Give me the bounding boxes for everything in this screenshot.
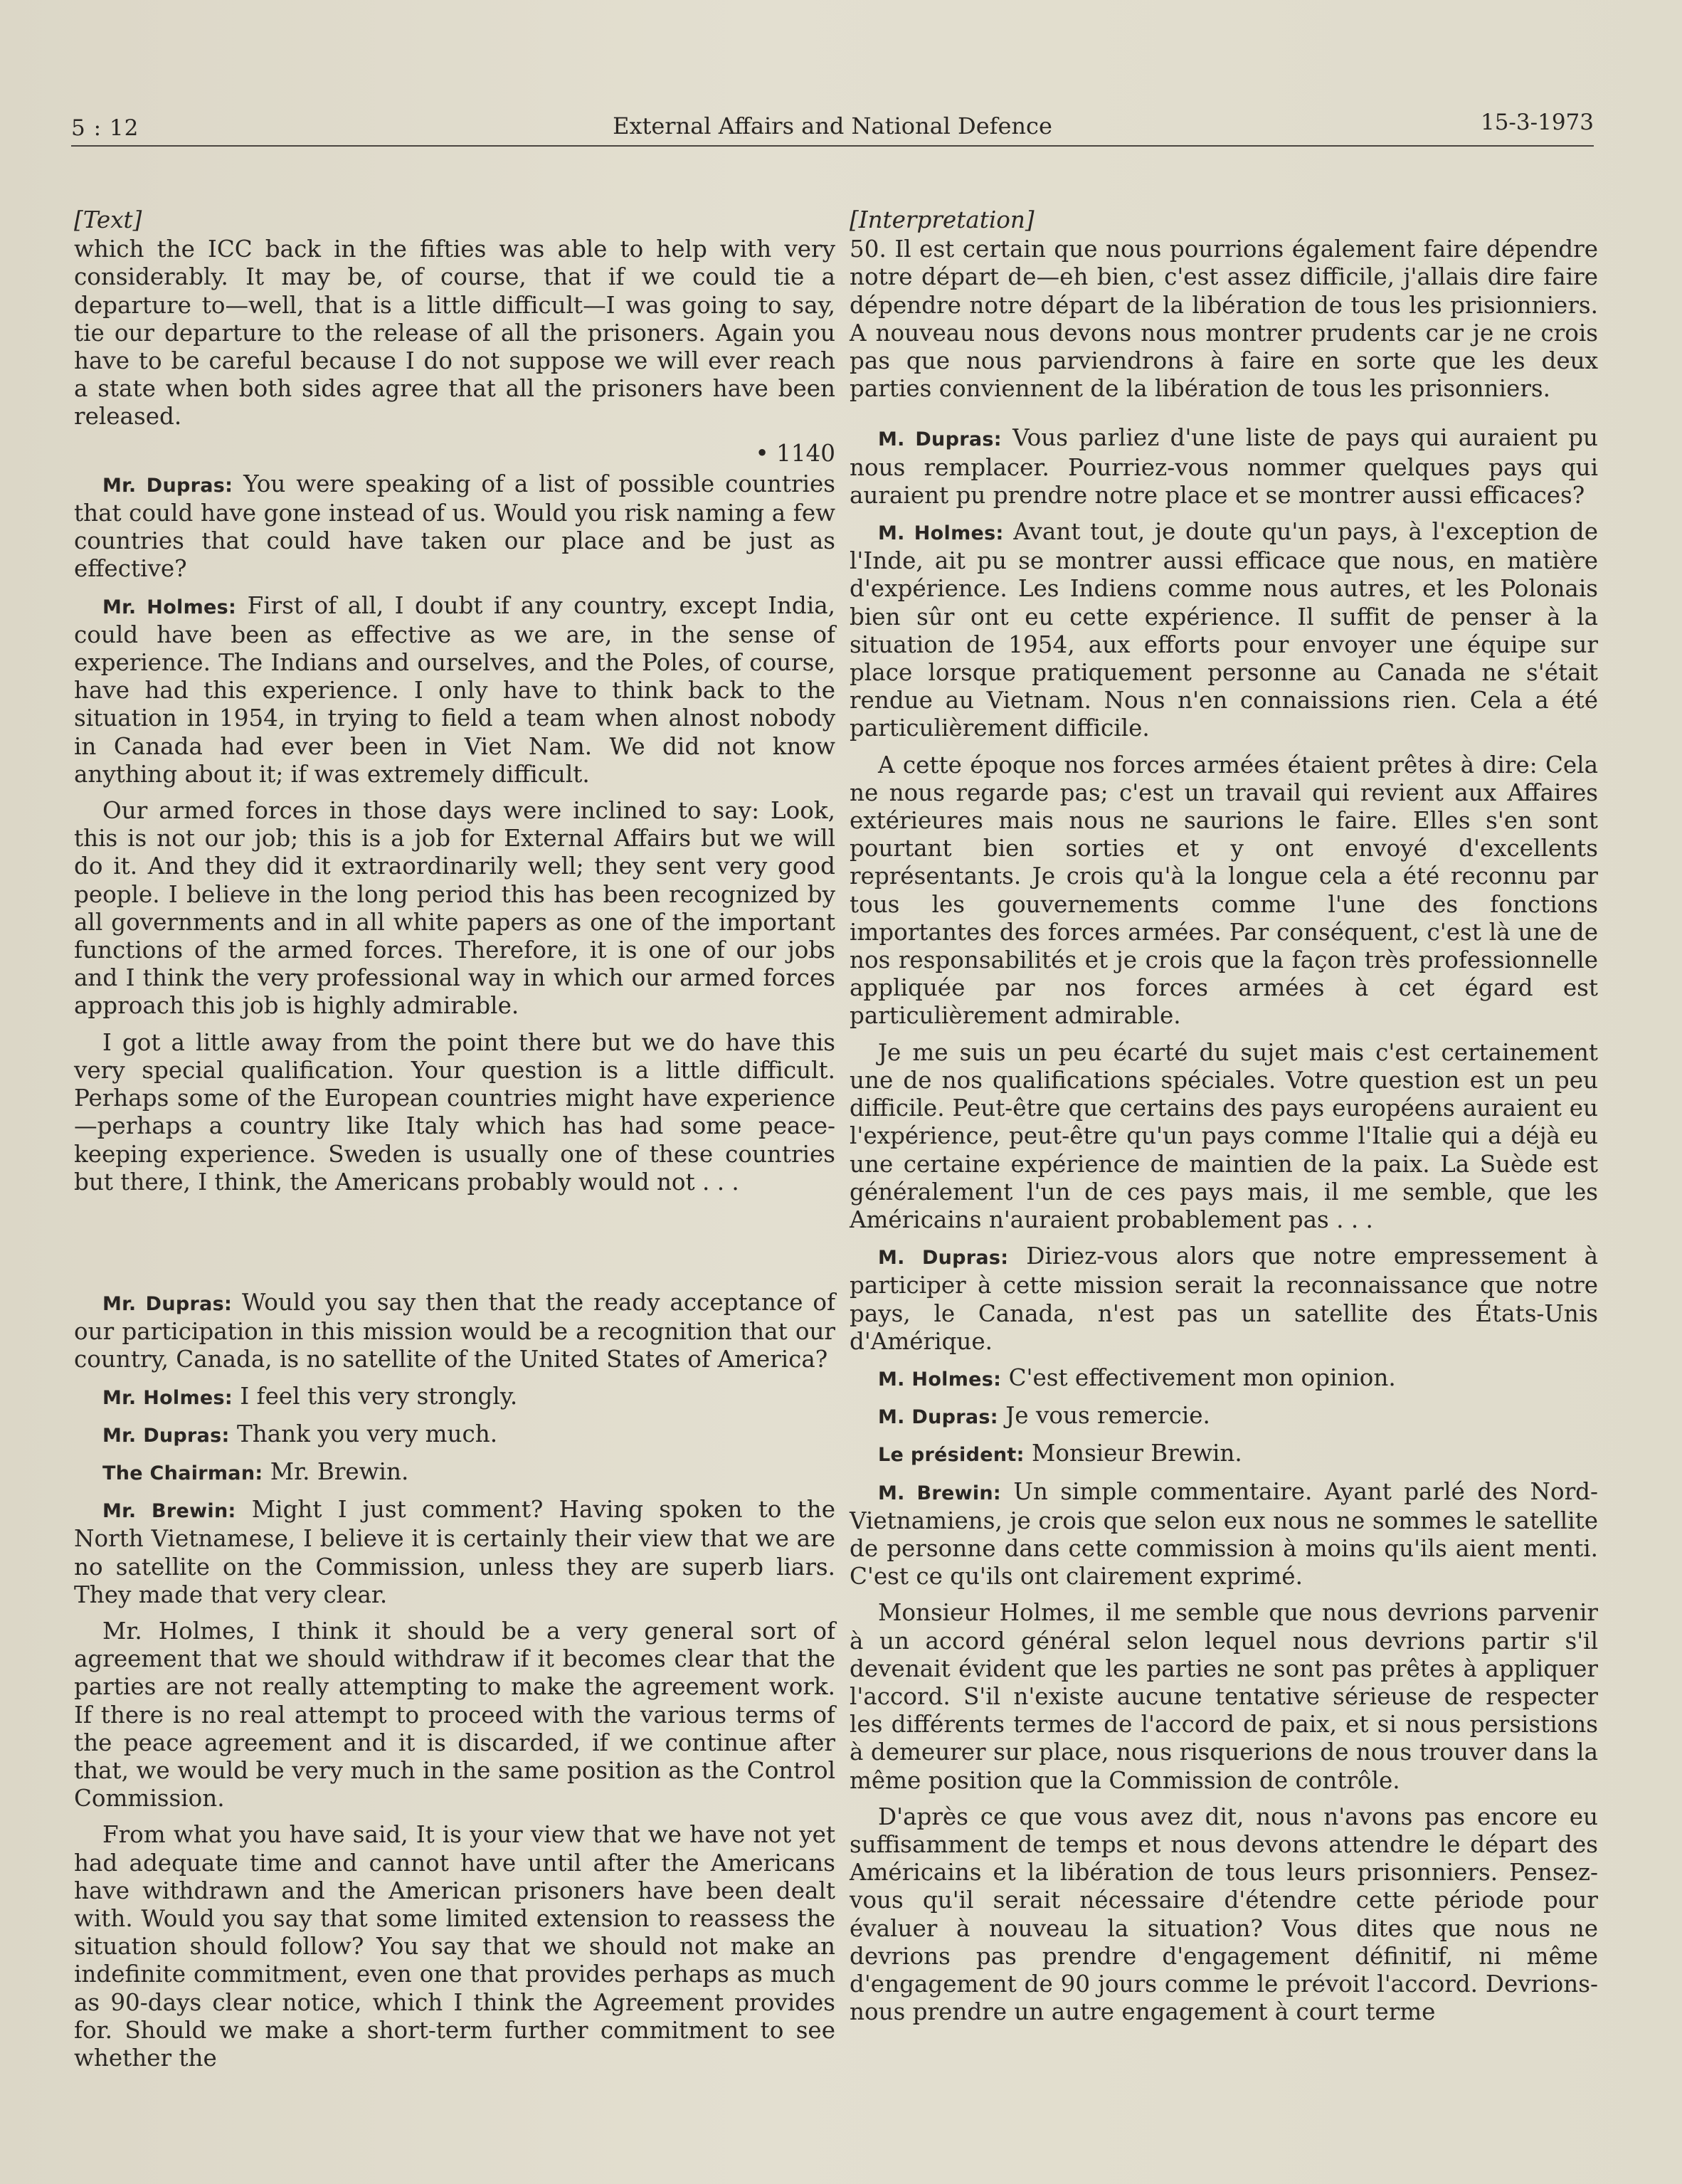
speech-brewin	[74, 1496, 835, 1609]
paragraph: Our armed forces in those days were inclined to say: Look, this is not our job; this is a job for External Affairs but we will do it. And they did it extraordinarily well; they sent very good people. I believe in the long period this has been recognized by all governments and in all white papers as one of the important functions of the armed forces. Therefore, it is one of our jobs and I think the very professional way in which our armed forces approach this job is highly admirable.	[74, 797, 835, 1020]
interpretation-tag: [Interpretation]	[850, 206, 1035, 233]
page-date: 15-3-1973	[1480, 110, 1594, 135]
english-column	[74, 206, 835, 2081]
speech-text: Un simple commentaire. Ayant parlé des Nord-Vietnamiens, je crois que selon eux nous ne sommes le satellite de personne dans cette commission à moins qu'ils aient menti. C'est ce qu'ils ont clairement exprimé.	[850, 1477, 1599, 1590]
speech-text: Je vous remercie.	[998, 1402, 1210, 1430]
speaker-name: M. Holmes:	[878, 1368, 1002, 1391]
paragraph: Mr. Holmes, I think it should be a very general sort of agreement that we should withdraw if it becomes clear that the parties are not really attempting to make the agreement work. If there is no real attempt to proceed with the various terms of the peace agreement and it is discarded, if we continue after that, we would be very much in the same position as the Control Commission.	[74, 1617, 835, 1813]
speaker-name: Mr. Brewin:	[102, 1500, 236, 1523]
speech-text: Avant tout, je doute qu'un pays, à l'exception de l'Inde, ait pu se montrer aussi efficace que nous, en matière d'expérience. Les Indiens comme nous autres, et les Polonais bien sûr ont eu cette expérience. Il suffit de penser à la situation de 1954, aux efforts pour envoyer une équipe sur place lorsque pratiquement personne au Canada ne s'était rendue au Vietnam. Nous n'en connaissions rien. Cela a été particulièrement difficile.	[850, 518, 1598, 742]
speech-chairman	[850, 1440, 1598, 1469]
speech-text: Might I just comment? Having spoken to the North Vietnamese, I believe it is certainly their view that we are no satellite on the Commission, unless they are superb liars. They made that very clear.	[74, 1496, 835, 1608]
speech-text: First of all, I doubt if any country, except India, could have been as effective as we are, in the sense of experience. The Indians and ourselves, and the Poles, of course, have had this experience. I only have to think back to the situation in 1954, in trying to field a team when alnost nobody in Canada had ever been in Viet Nam. We did not know anything about it; if was extremely difficult.	[74, 591, 835, 788]
page-header	[71, 100, 1594, 147]
spacer	[850, 411, 1598, 424]
speech-chairman	[74, 1458, 835, 1487]
speech-dupras-2	[74, 1289, 835, 1374]
speech-text: I feel this very strongly.	[233, 1382, 518, 1410]
page-title: External Affairs and National Defence	[613, 112, 1052, 139]
paragraph: 50. Il est certain que nous pourrions également faire dépendre notre départ de—eh bien, c'est assez difficile, j'allais dire faire dépendre notre départ de la libération de tous les prisionniers. A nouveau nous devons nous montrer prudents car je ne crois pas que nous parviendrons à faire en sorte que les deux parties conviennent de la libération de tous les prisonniers.	[850, 236, 1598, 403]
speaker-name: Mr. Dupras:	[102, 1292, 233, 1315]
spacer	[74, 1205, 835, 1289]
french-column	[850, 206, 1598, 2035]
speech-text: You were speaking of a list of possible countries that could have gone instead of us. Would you risk naming a few countries that could have taken our place and be just as effective?	[74, 470, 835, 583]
speech-holmes-2	[74, 1383, 835, 1412]
paragraph: From what you have said, It is your view that we have not yet had adequate time and cannot have until after the Americans have withdrawn and the American prisoners have been dealt with. Would you say that some limited extension to reassess the situation should follow? You say that we should not make an indefinite commitment, even one that provides perhaps as much as 90-days clear notice, which I think the Agreement provides for. Should we make a short-term further commitment to see whether the	[74, 1821, 835, 2072]
speech-holmes-1	[850, 518, 1598, 743]
speech-text: Monsieur Brewin.	[1024, 1440, 1242, 1467]
speech-holmes-1	[74, 592, 835, 788]
speech-dupras-3	[74, 1420, 835, 1450]
speaker-name: Mr. Dupras:	[102, 474, 233, 497]
paragraph: D'après ce que vous avez dit, nous n'avons pas encore eu suffisamment de temps et nous devons attendre le départ des Américains et la libération de tous leurs prisonniers. Pensez-vous qu'il serait nécessaire d'étendre cette période pour évaluer à nouveau la situation? Vous dites que nous ne devrions pas prendre d'engagement définitif, ni même d'engagement de 90 jours comme le prévoit l'accord. Devrions-nous prendre un autre engagement à court terme	[850, 1803, 1598, 2026]
speaker-name: M. Brewin:	[878, 1482, 1002, 1504]
speaker-name: M. Dupras:	[878, 428, 1002, 451]
speaker-name: The Chairman:	[102, 1462, 263, 1484]
speech-text: Vous parliez d'une liste de pays qui auraient pu nous remplacer. Pourriez-vous nommer quelques pays qui auraient pu prendre notre place et se montrer aussi efficaces?	[850, 424, 1599, 509]
speech-text: Would you say then that the ready acceptance of our participation in this mission would be a recognition that our country, Canada, is no satellite of the United States of America?	[74, 1288, 835, 1373]
speech-dupras-1	[74, 470, 835, 584]
speech-holmes-2	[850, 1364, 1598, 1393]
speaker-name: Mr. Dupras:	[102, 1424, 230, 1447]
speech-dupras-3	[850, 1402, 1598, 1431]
paragraph: Monsieur Holmes, il me semble que nous devrions parvenir à un accord général selon lequel nous devrions partir s'il devenait évident que les parties ne sont pas prêtes à appliquer l'accord. S'il n'existe aucune tentative sérieuse de respecter les différents termes de l'accord de paix, et si nous persistions à demeurer sur place, nous risquerions de nous trouver dans la même position que la Commission de contrôle.	[850, 1599, 1598, 1794]
speech-text: C'est effectivement mon opinion.	[1001, 1363, 1396, 1391]
speaker-name: Mr. Holmes:	[102, 596, 237, 618]
page-number: 5 : 12	[71, 115, 139, 141]
speaker-name: M. Dupras:	[878, 1247, 1009, 1270]
speaker-name: M. Dupras:	[878, 1406, 998, 1429]
paragraph: Je me suis un peu écarté du sujet mais c'est certainement une de nos qualifications spéciales. Votre question est un peu difficile. Peut-être que certains des pays européens auraient eu l'expérience, peut-être qu'un pays comme l'Italie qui a déjà eu une certaine expérience de maintien de la paix. La Suède est généralement l'un de ces pays mais, il me semble, que les Américains n'auraient probablement pas . . .	[850, 1038, 1598, 1233]
speaker-name: M. Holmes:	[878, 522, 1004, 545]
time-marker: • 1140	[755, 439, 835, 467]
speech-text: Mr. Brewin.	[263, 1457, 409, 1485]
speaker-name: Mr. Holmes:	[102, 1386, 233, 1409]
paragraph: which the ICC back in the fifties was able to help with very considerably. It may be, of course, that if we could tie a departure to—well, that is a little difficult—I was going to say, tie our departure to the release of all the prisoners. Again you have to be careful because I do not suppose we will ever reach a state when both sides agree that all the prisoners have been released.	[74, 236, 835, 431]
paragraph: A cette époque nos forces armées étaient prêtes à dire: Cela ne nous regarde pas; c'est un travail qui revient aux Affaires extérieures mais nous ne saurions le faire. Elles s'en sont pourtant bien sorties et y ont envoyé d'excellents représentants. Je crois qu'à la longue cela a été reconnu par tous les gouvernements comme l'une des fonctions importantes des forces armées. Par conséquent, c'est là une de nos responsabilités et je crois que la façon très professionnelle appliquée par nos forces armées à cet égard est particulièrement admirable.	[850, 751, 1598, 1030]
speech-text: Diriez-vous alors que notre empressement à participer à cette mission serait la reconnaissance que notre pays, le Canada, n'est pas un satellite des États-Unis d'Amérique.	[850, 1243, 1598, 1355]
speech-text: Thank you very much.	[229, 1420, 498, 1447]
speech-dupras-2	[850, 1243, 1598, 1356]
speech-brewin	[850, 1478, 1598, 1591]
speech-dupras-1	[850, 424, 1598, 510]
speaker-name: Le président:	[878, 1444, 1025, 1467]
paragraph: I got a little away from the point there but we do have this very special qualification. Your question is a little difficult. Perhaps some of the European countries might have experience—perhaps a country like Italy which has had some peace-keeping experience. Sweden is usually one of these countries but there, I think, the Americans probably would not . . .	[74, 1028, 835, 1196]
text-tag: [Text]	[74, 206, 142, 233]
